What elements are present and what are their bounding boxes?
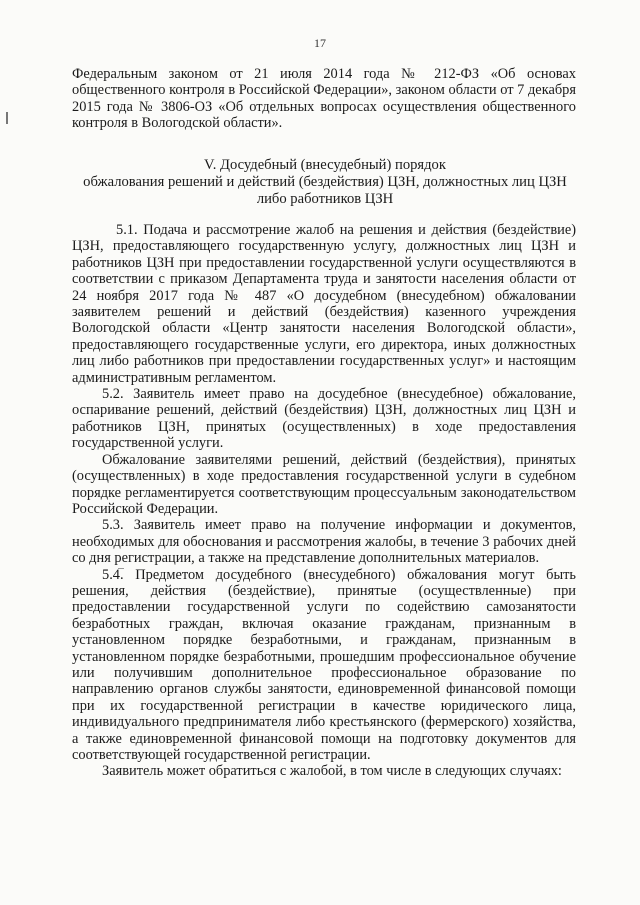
section-heading-line-1: V. Досудебный (внесудебный) порядок xyxy=(204,157,446,173)
paragraph-5-3: 5.3. Заявитель имеет право на получение информации и документов, необходимых для обоснования и рассмотрения жалобы, в течение 3 рабочих дней со дня регистрации, а также на представление дополнительных материалов. xyxy=(72,517,576,567)
paragraph-5-1: 5.1. Подача и рассмотрение жалоб на решения и действия (бездействие) ЦЗН, предоставляющего государственную услугу, должностных лиц ЦЗН и работников ЦЗН при предоставлении государственной услуги осуществляются в соответствии с приказом Департамента труда и занятости населения области от 24 ноября 2017 года № 487 «О досудебном (внесудебном) обжаловании заявителем решений и действий (бездействия) казенного учреждения Вологодской области «Центр занятости населения Вологодской области», предоставляющего государственные услуги, его директора, иных должностных лиц либо работников при предоставлении государственных услуг» и настоящим административным регламентом. xyxy=(72,222,576,386)
paragraph-5-4: 5.4. Предметом досудебного (внесудебного) обжалования могут быть решения, действия (бездействие), принятые (осуществленные) при предоставлении государственной услуги по содействию самозанятости безработных граждан, включая оказание гражданам, признанным в установленном порядке безработными, и гражданам, признанным в установленном порядке безработными, прошедшим профессиональное обучение или получившим дополнительное профессиональное образование по направлению органов службы занятости, единовременной финансовой помощи при их государственной регистрации в качестве юридического лица, индивидуального предпринимателя либо крестьянского (фермерского) хозяйства, а также единовременной финансовой помощи на подготовку документов для соответствующей государственной регистрации. xyxy=(72,566,576,763)
paragraph-cases-intro: Заявитель может обратиться с жалобой, в том числе в следующих случаях: xyxy=(102,763,562,780)
main-text xyxy=(72,222,576,780)
paragraph-5-2-appeal: Обжалование заявителями решений, действий (бездействия), принятых (осуществленных) в ходе предоставления государственной услуги в судебном порядке регламентируется соответствующим процессуальным законодательством Российской Федерации. xyxy=(72,451,576,517)
section-heading-line-3: либо работников ЦЗН xyxy=(256,190,394,207)
page-number: 17 xyxy=(314,36,326,50)
top-paragraph-block xyxy=(72,66,576,132)
section-heading-line-2: обжалования решений и действий (бездействия) ЦЗН, должностных лиц ЦЗН xyxy=(83,173,567,190)
paragraph-5-2: 5.2. Заявитель имеет право на досудебное (внесудебное) обжалование, оспаривание решений, действий (бездействия) ЦЗН, должностных лиц ЦЗН и работников ЦЗН, принятых (осуществленных) в ходе предоставления государственной услуги. xyxy=(72,386,576,452)
top-paragraph: Федеральным законом от 21 июля 2014 года № 212-ФЗ «Об основах общественного контроля в Российской Федерации», законом области от 7 декабря 2015 года № 3806-ОЗ «Об отдельных вопросах осуществления общественного контроля в Вологодской области». xyxy=(72,66,576,132)
section-heading xyxy=(60,157,590,207)
scan-margin-mark xyxy=(6,112,8,124)
